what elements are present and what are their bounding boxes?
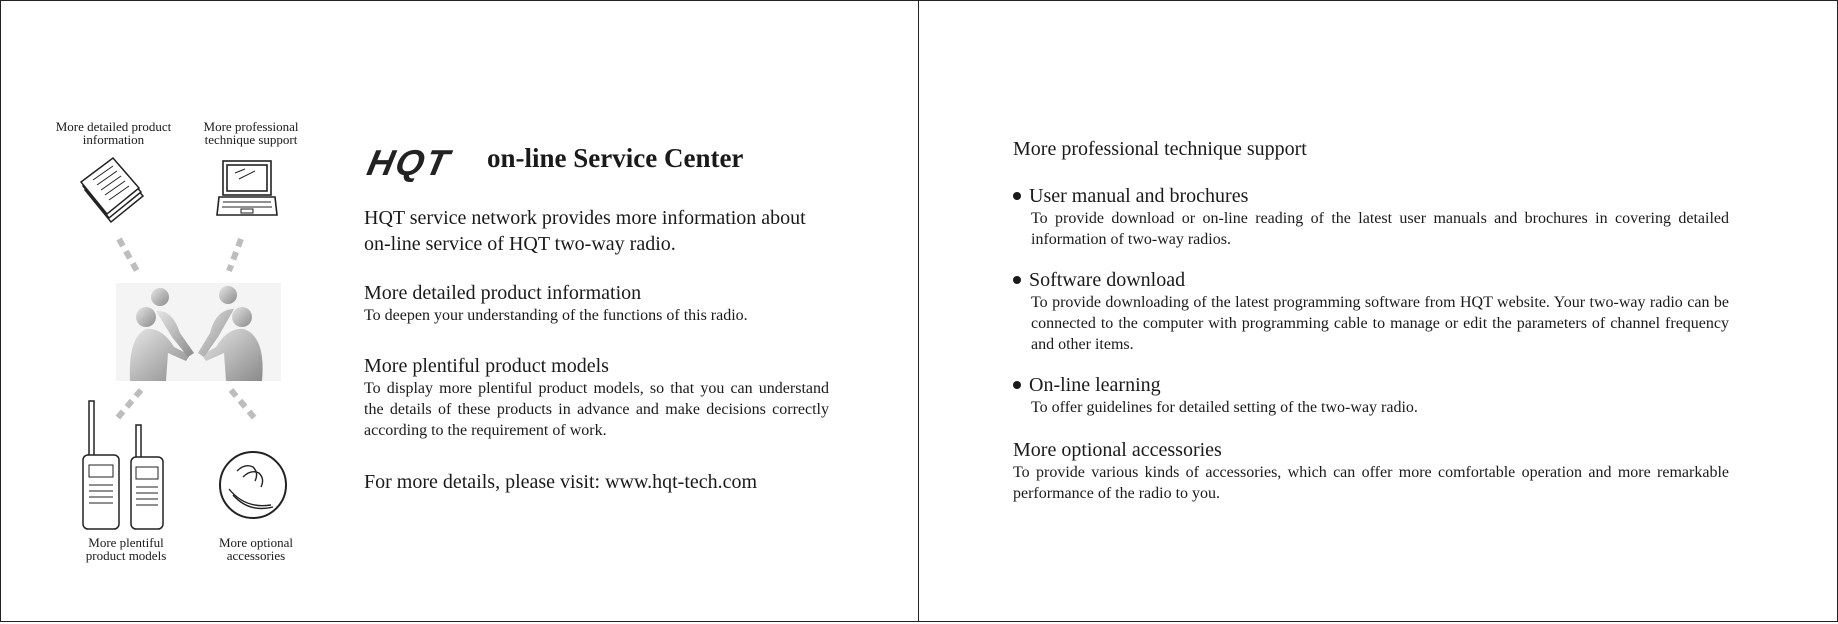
caption-line: More optional [218,535,293,550]
bullet-dot [1013,381,1021,389]
bullet-body: To offer guidelines for detailed setting of the two-way radio. [1031,399,1418,416]
section-body: To display more plentiful product models, so that you can understand the details of these products in advance and make decisions correctly according to the requirement of work. [364,380,829,439]
caption-line: More detailed product [55,119,172,134]
radios-icon [79,399,173,531]
accessories-section [1013,438,1729,504]
caption-line: product models [85,548,167,563]
caption-line: More professional [203,119,299,134]
bullet-title: User manual and brochures [1029,185,1249,207]
section-body: To provide various kinds of accessories, which can offer more comfortable operation and more remarkable performance of the radio to you. [1013,464,1729,502]
bullet-dot [1013,192,1021,200]
service-center-title: on-line Service Center [487,143,744,173]
section-heading: More detailed product information [364,282,642,304]
caption-line: More plentiful [88,535,164,550]
caption-line: technique support [204,132,298,147]
visit-website-text: For more details, please visit: www.hqt-tech.com [364,471,758,493]
caption-line: information [82,132,145,147]
caption-product-info [41,120,186,146]
caption-product-models [61,536,191,562]
caption-technique-support [186,120,316,146]
product-info-section [364,281,829,326]
bullet-software-download [1013,268,1729,355]
section-heading: More optional accessories [1013,439,1222,461]
technique-support-heading: More professional technique support [1013,138,1307,160]
section-heading: More plentiful product models [364,355,609,377]
right-page [918,0,1838,622]
caption-accessories [196,536,316,562]
handshake-figures-icon [116,283,281,381]
intro-text: HQT service network provides more information about on-line service of HQT two-way radio. [364,207,806,255]
product-models-section [364,354,829,441]
caption-line: accessories [226,548,286,563]
left-page [0,0,919,622]
bullet-title: Software download [1029,269,1186,291]
bullet-online-learning [1013,373,1729,418]
bullet-dot [1013,276,1021,284]
section-body: To deepen your understanding of the functions of this radio. [364,307,748,324]
bullet-user-manual [1013,184,1729,250]
bullet-body: To provide download or on-line reading of the latest user manuals and brochures in covering detailed information of two-way radios. [1031,210,1729,248]
laptop-icon [215,157,279,223]
bullet-body: To provide downloading of the latest programming software from HQT website. Your two-way radio can be connected to the computer with programming cable to manage or edit the parameters of channel frequency and other items. [1031,294,1729,353]
bullet-title: On-line learning [1029,374,1161,396]
documents-icon [79,156,149,228]
earpiece-accessory-icon [215,447,291,523]
hqt-logo: HQT [363,142,455,183]
